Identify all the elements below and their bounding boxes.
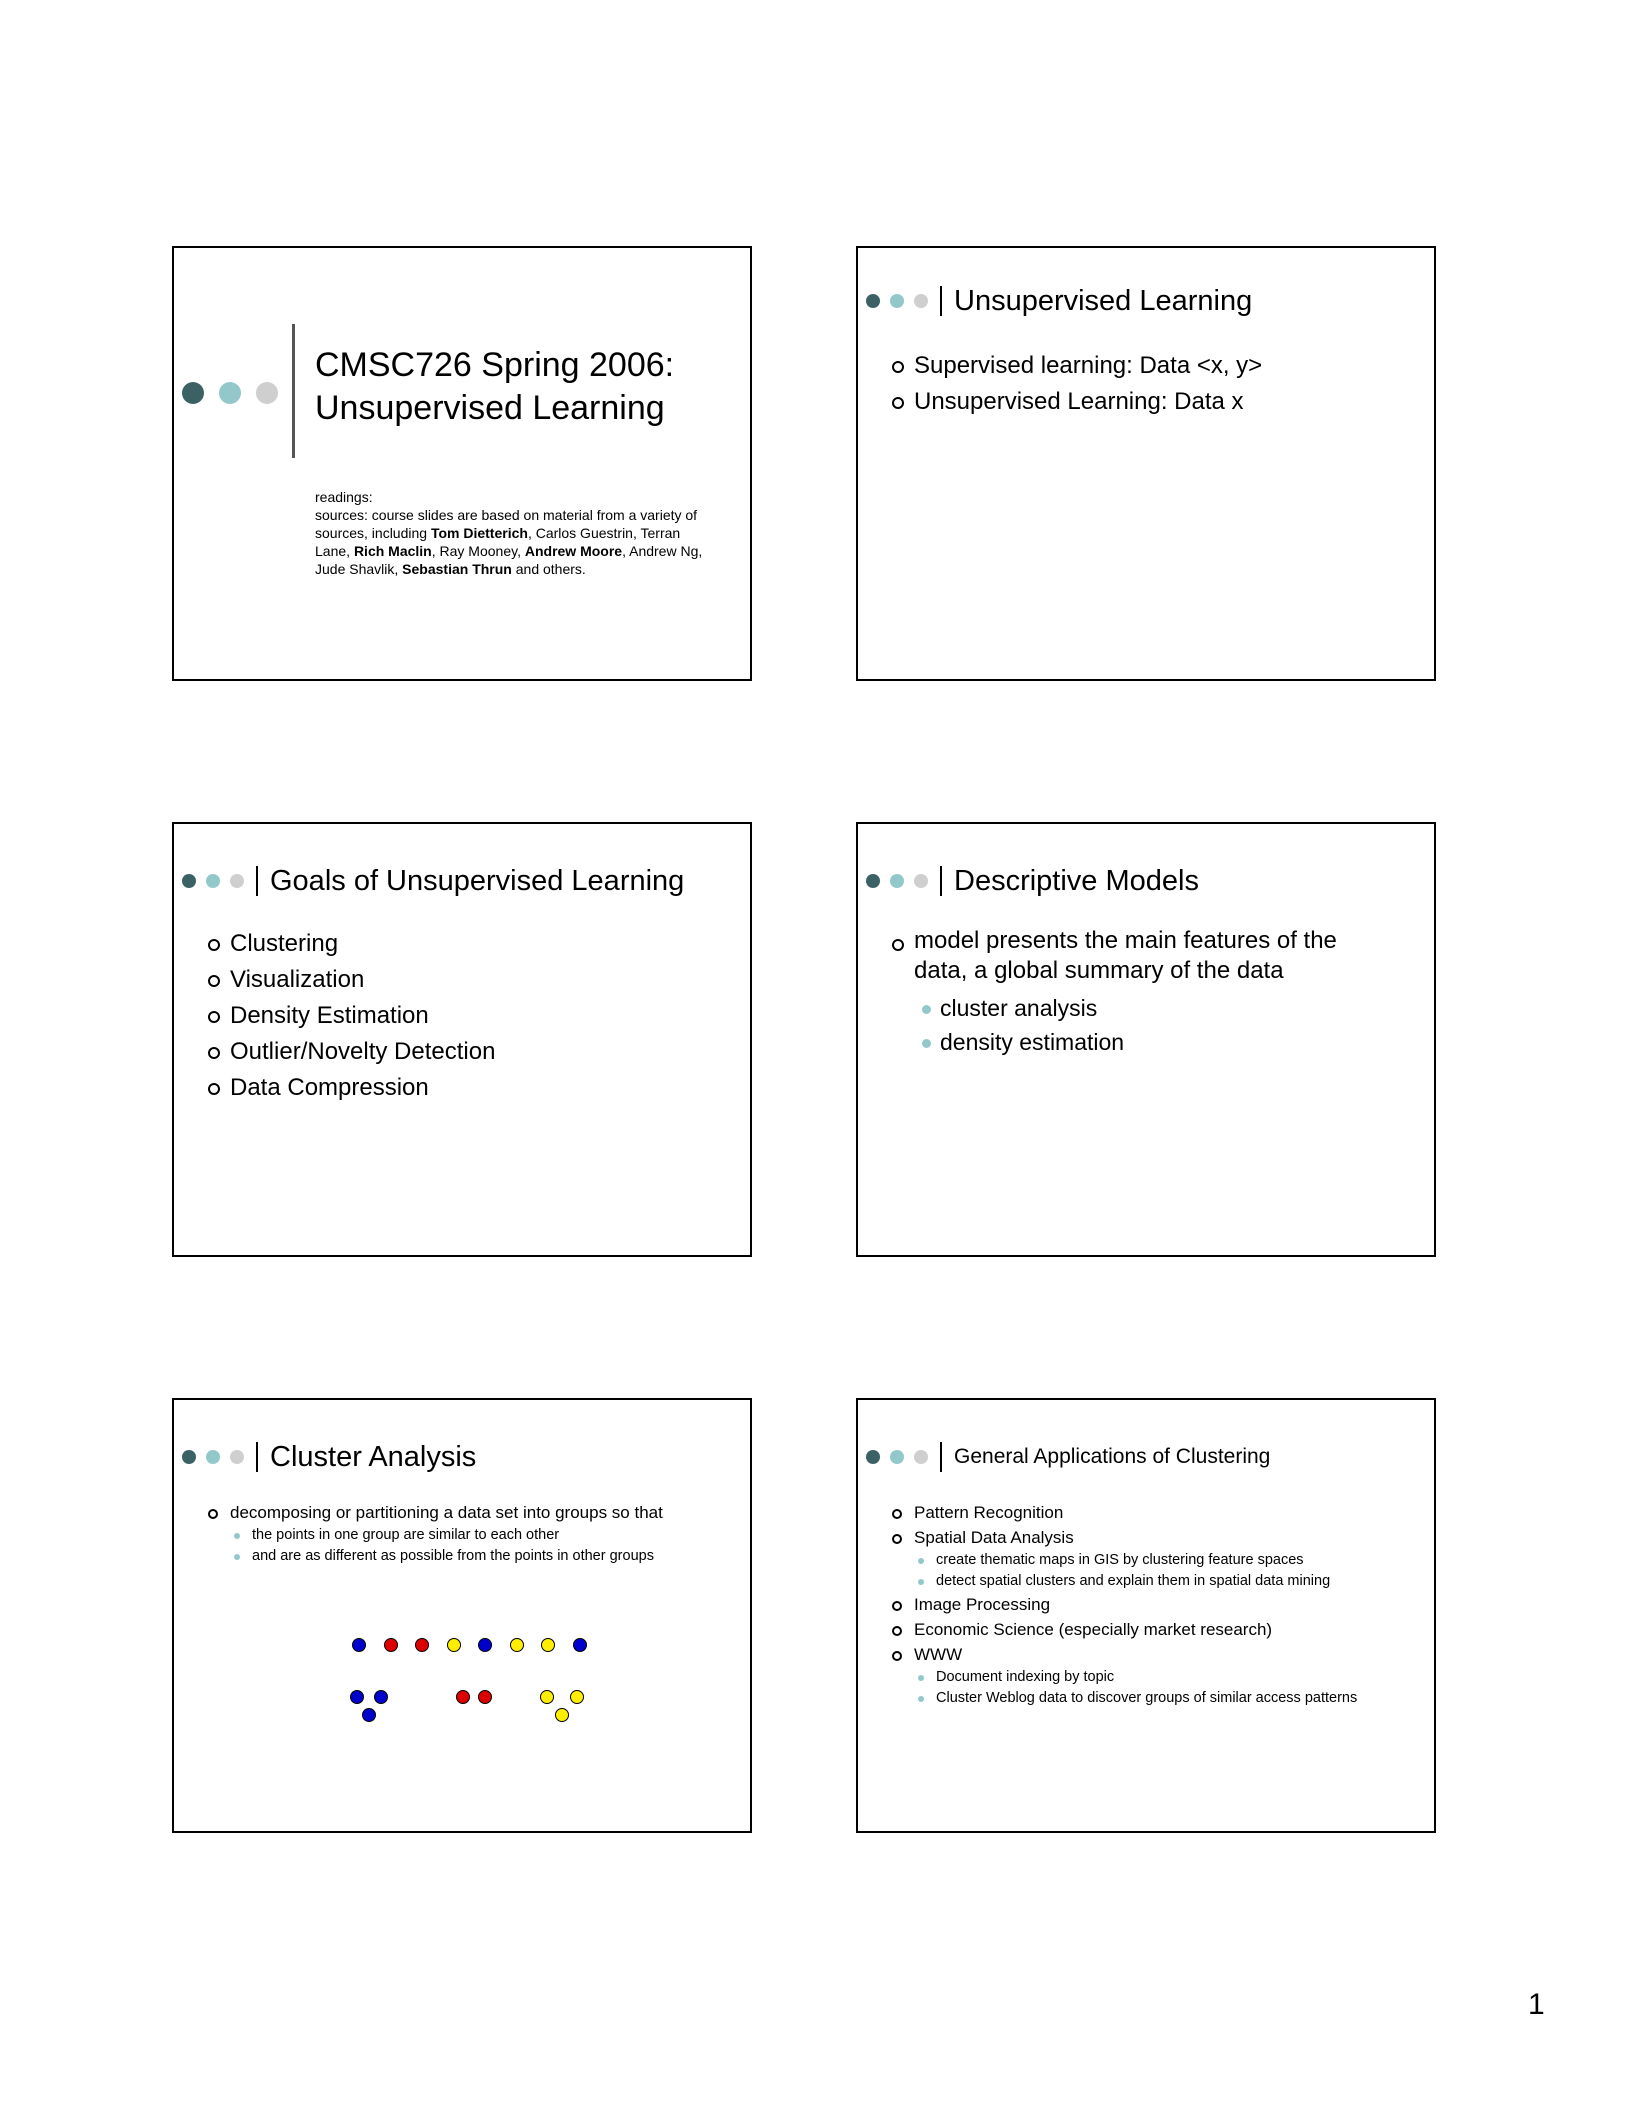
ungrouped-point <box>573 1638 587 1652</box>
item-text: Spatial Data Analysis <box>914 1528 1074 1547</box>
item-text: WWW <box>914 1645 963 1664</box>
ungrouped-point <box>447 1638 461 1652</box>
list-item: density estimation <box>922 1025 1392 1059</box>
ungrouped-point <box>352 1638 366 1652</box>
list-item <box>892 1592 1412 1617</box>
slide-5 <box>172 1398 752 1833</box>
sources-segment: , Andrew Ng, Jude Shavlik, <box>315 543 703 577</box>
bullet-list <box>892 926 1392 1059</box>
sources-text <box>315 506 710 578</box>
ungrouped-point <box>478 1638 492 1652</box>
ungrouped-point <box>415 1638 429 1652</box>
slide-6 <box>856 1398 1436 1833</box>
header-dots <box>866 294 938 308</box>
sources-segment: , Ray Mooney, <box>431 543 525 559</box>
author-name: Rich Maclin <box>353 543 432 559</box>
ungrouped-point <box>384 1638 398 1652</box>
list-item: Visualization <box>208 962 728 998</box>
list-item: Data Compression <box>208 1070 728 1106</box>
slide-title: Cluster Analysis <box>270 1440 477 1473</box>
bullet-list <box>208 926 728 1106</box>
author-name: Andrew Moore <box>524 543 623 559</box>
list-item <box>892 1500 1412 1525</box>
sources-segment: , Carlos Guestrin, Terran Lane, <box>315 525 681 559</box>
list-item: Density Estimation <box>208 998 728 1034</box>
list-item: Document indexing by topic <box>918 1667 1412 1688</box>
bullet-list <box>892 348 1412 420</box>
slide-1 <box>172 246 752 681</box>
dot-dark <box>182 382 204 404</box>
list-item: Clustering <box>208 926 728 962</box>
item-text: Economic Science (especially market research) <box>914 1620 1273 1639</box>
list-item: Cluster Weblog data to discover groups of similar access patterns <box>918 1688 1412 1709</box>
list-item: create thematic maps in GIS by clustering feature spaces <box>918 1550 1412 1571</box>
title-line-1: CMSC726 Spring 2006: <box>315 346 675 384</box>
author-name: Sebastian Thrun <box>402 561 512 577</box>
slide-4 <box>856 822 1436 1257</box>
slide-title: General Applications of Clustering <box>954 1445 1271 1468</box>
sources-segment: sources: course slides are based on material from a variety of sources, including <box>315 507 698 541</box>
slide-title: Goals of Unsupervised Learning <box>270 864 685 897</box>
header-dots <box>866 1450 938 1464</box>
cluster-figure <box>174 1400 750 1831</box>
item-text: Pattern Recognition <box>914 1503 1064 1522</box>
list-item: Supervised learning: Data <x, y> <box>892 348 1412 384</box>
cluster-yellow-point <box>555 1708 569 1722</box>
slide-3 <box>172 822 752 1257</box>
header-divider <box>940 1442 942 1472</box>
credits-block <box>315 488 710 578</box>
list-item: detect spatial clusters and explain them in spatial data mining <box>918 1571 1412 1592</box>
list-item: the points in one group are similar to each other <box>234 1525 748 1546</box>
item-text: Image Processing <box>914 1595 1051 1614</box>
sub-list <box>918 1667 1412 1709</box>
list-item <box>892 1617 1412 1642</box>
ungrouped-point <box>510 1638 524 1652</box>
dot-teal <box>219 382 241 404</box>
ungrouped-point <box>541 1638 555 1652</box>
title-divider <box>292 324 295 458</box>
title-line-2: Unsupervised Learning <box>315 389 665 427</box>
dot-gray <box>256 382 278 404</box>
header-divider <box>256 866 258 896</box>
sub-list <box>918 1550 1412 1592</box>
list-item: and are as different as possible from the points in other groups <box>234 1546 748 1567</box>
list-item: cluster analysis <box>922 991 1392 1025</box>
list-item <box>892 1642 1412 1709</box>
author-name: Tom Dietterich <box>430 525 528 541</box>
header-dots <box>866 874 938 888</box>
readings-label: readings: <box>315 489 373 505</box>
bullet-list <box>892 1500 1412 1709</box>
slide-1-title <box>315 344 674 430</box>
slide-title: Descriptive Models <box>954 864 1199 897</box>
list-item <box>892 926 1392 1059</box>
cluster-yellow-point <box>570 1690 584 1704</box>
slide-header <box>866 284 1252 318</box>
cluster-blue-point <box>350 1690 364 1704</box>
cluster-yellow-point <box>540 1690 554 1704</box>
sub-list <box>922 991 1392 1059</box>
list-item: Unsupervised Learning: Data x <box>892 384 1412 420</box>
slide-header <box>866 864 1199 898</box>
bullet-text: decomposing or partitioning a data set into groups so that <box>230 1503 663 1522</box>
page-number: 1 <box>1528 1988 1545 2021</box>
slide-header <box>182 864 684 898</box>
cluster-blue-point <box>374 1690 388 1704</box>
cluster-red-point <box>478 1690 492 1704</box>
list-item <box>892 1525 1412 1592</box>
cluster-red-point <box>456 1690 470 1704</box>
slide-2 <box>856 246 1436 681</box>
slide-title: Unsupervised Learning <box>954 284 1253 317</box>
cluster-blue-point <box>362 1708 376 1722</box>
header-divider <box>940 286 942 316</box>
bullet-text: model presents the main features of the data, a global summary of the data <box>914 927 1337 984</box>
header-divider <box>940 866 942 896</box>
header-dots <box>182 874 254 888</box>
sources-segment: and others. <box>511 561 586 577</box>
slide-header <box>866 1440 1270 1474</box>
list-item: Outlier/Novelty Detection <box>208 1034 728 1070</box>
title-dots <box>182 382 278 404</box>
